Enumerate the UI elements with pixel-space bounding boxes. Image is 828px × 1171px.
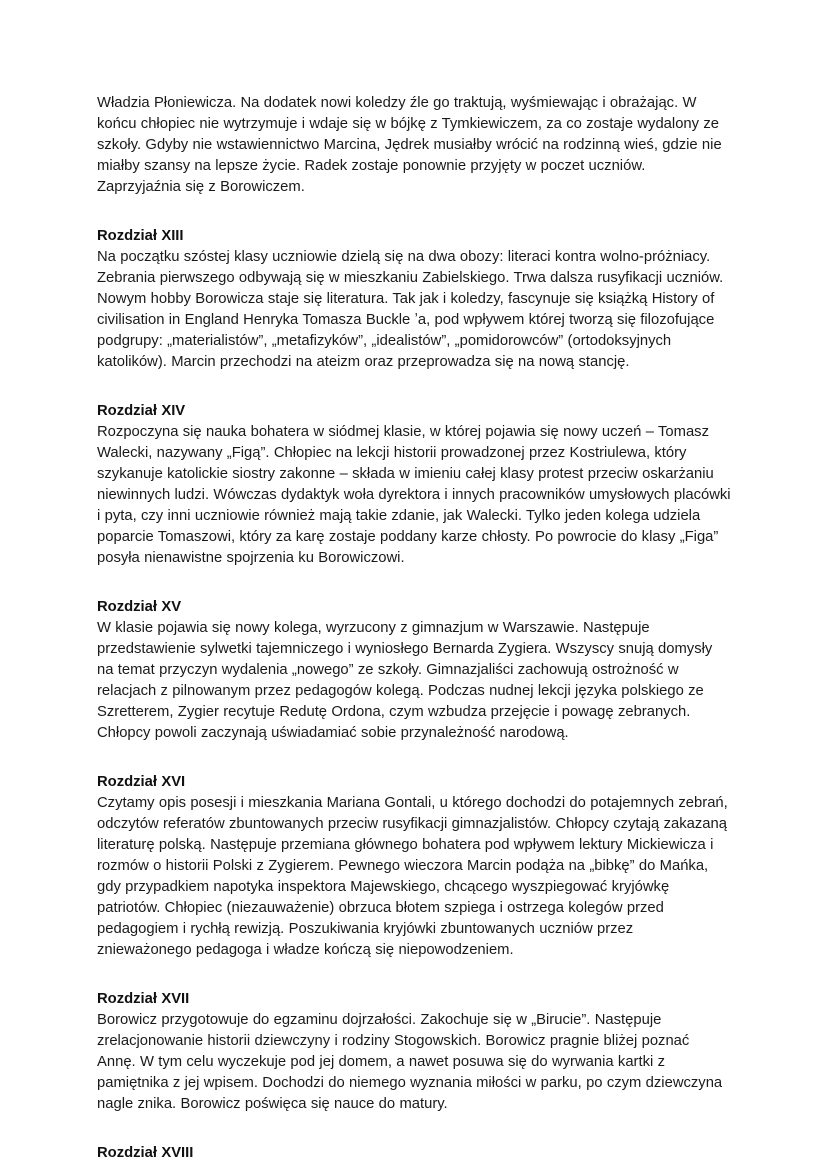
chapter-heading: Rozdział XIII: [97, 228, 184, 244]
chapter-heading: Rozdział XV: [97, 599, 182, 615]
intro-paragraph: Władzia Płoniewicza. Na dodatek nowi koledzy źle go traktują, wyśmiewając i obrażając. W końcu chłopiec nie wytrzymuje i wdaje się w bójkę z Tymkiewiczem, za co zostaje wydalony ze szkoły. Gdyby nie wstawiennictwo Marcina, Jędrek musiałby wrócić na rodzinną wieś, gdzie nie miałby szansy na lepsze życie. Radek zostaje ponownie przyjęty w poczet uczniów. Zaprzyjaźnia się z Borowiczem.: [97, 95, 722, 195]
chapter-section: [97, 226, 731, 373]
chapter-body: W klasie pojawia się nowy kolega, wyrzucony z gimnazjum w Warszawie. Następuje przedstawienie sylwetki tajemniczego i wyniosłego Bernarda Zygiera. Wszyscy snują domysły na temat przyczyn wydalenia „nowego” ze szkoły. Gimnazjaliści zachowują ostrożność w relacjach z pilnowanym przez pedagogów kolegą. Podczas nudnej lekcji języka polskiego ze Szretterem, Zygier recytuje Redutę Ordona, czym wzbudza przejęcie i powagę zebranych. Chłopcy powoli zaczynają uświadamiać sobie przynależność narodową.: [97, 620, 713, 741]
chapter-heading: Rozdział XVI: [97, 774, 186, 790]
chapter-section: [97, 1143, 731, 1164]
chapter-body: Borowicz przygotowuje do egzaminu dojrzałości. Zakochuje się w „Birucie”. Następuje zrelacjonowanie historii dziewczyny i rodziny Stogowskich. Borowicz pragnie bliżej poznać Annę. W tym celu wyczekuje pod jej domem, a nawet posuwa się do wyrwania kartki z pamiętnika z jej wpisem. Dochodzi do niemego wyznania miłości w parku, po czym dziewczyna nagle znika. Borowicz poświęca się nauce do matury.: [97, 1012, 723, 1112]
chapter-body: Na początku szóstej klasy uczniowie dzielą się na dwa obozy: literaci kontra wolno-próżniacy. Zebrania pierwszego odbywają się w mieszkaniu Zabielskiego. Trwa dalsza rusyfikacji uczniów. Nowym hobby Borowicza staje się literatura. Tak jak i koledzy, fascynuje się książką History of civilisation in England Henryka Tomasza Buckle ʼa, pod wpływem której tworzą się filozofujące podgrupy: „materialistów”, „metafizyków”, „idealistów”, „pomidorowców” (ortodoksyjnych katolików). Marcin przechodzi na ateizm oraz przeprowadza się na nową stancję.: [97, 249, 724, 370]
chapter-section: [97, 401, 731, 569]
chapter-heading: Rozdział XIV: [97, 403, 186, 419]
chapter-section: [97, 772, 731, 961]
chapter-body: Czytamy opis posesji i mieszkania Mariana Gontali, u którego dochodzi do potajemnych zebrań, odczytów referatów zbuntowanych przeciw rusyfikacji gimnazjalistów. Chłopcy czytają zakazaną literaturę polską. Następuje przemiana głównego bohatera pod wpływem lektury Mickiewicza i rozmów o historii Polski z Zygierem. Pewnego wieczora Marcin podąża na „bibkę” do Mańka, gdy przypadkiem napotyka inspektora Majewskiego, chcącego wyszpiegować kryjówkę patriotów. Chłopiec (niezauważenie) obrzuca błotem szpiega i ostrzega kolegów przed pedagogiem i rychłą rewizją. Poszukiwania kryjówki zbuntowanych uczniów przez znieważonego pedagoga i władze kończą się niepowodzeniem.: [97, 795, 728, 958]
chapter-sections: [97, 226, 731, 1164]
chapter-heading: Rozdział XVII: [97, 991, 190, 1007]
chapter-body: Rozpoczyna się nauka bohatera w siódmej klasie, w której pojawia się nowy uczeń – Tomasz Walecki, nazywany „Figą”. Chłopiec na lekcji historii prowadzonej przez Kostriulewa, który szykanuje katolickie siostry zakonne – składa w imieniu całej klasy protest przeciw oskarżaniu niewinnych ludzi. Wówczas dydaktyk woła dyrektora i innych pracowników umysłowych placówki i pyta, czy inni uczniowie również mają takie zdanie, jak Walecki. Tylko jeden kolega udziela poparcie Tomaszowi, który za karę zostaje poddany karze chłosty. Po powrocie do klasy „Figa” posyła nienawistne spojrzenia ku Borowiczowi.: [97, 424, 731, 566]
chapter-section: [97, 989, 731, 1115]
chapter-heading: Rozdział XVIII: [97, 1145, 194, 1161]
chapter-section: [97, 597, 731, 744]
